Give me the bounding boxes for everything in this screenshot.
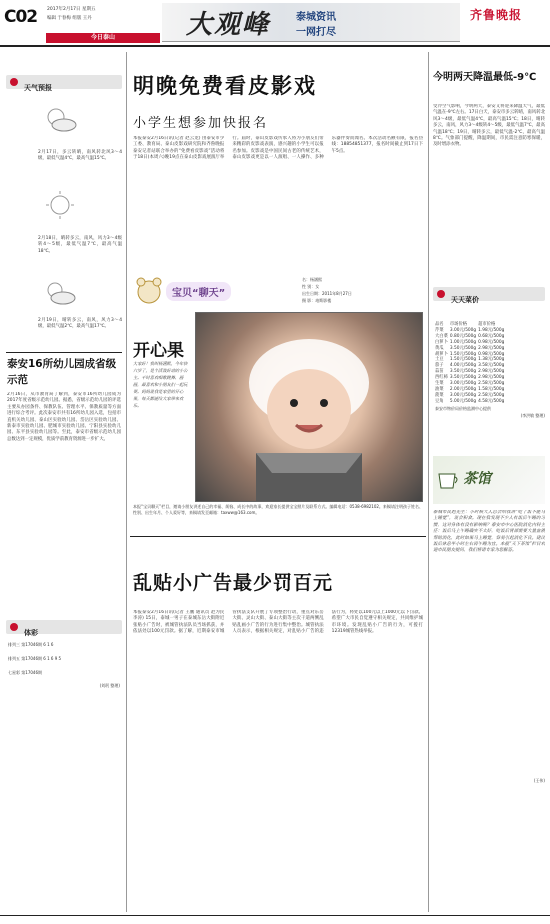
weather-section-head: 天气预报: [6, 75, 122, 89]
market-price-cell: 4.00元/500g: [449, 363, 477, 369]
page-code: C02: [4, 7, 38, 27]
sun-cloud-icon: [40, 105, 80, 135]
market-price-cell: 1.50元/500g: [449, 357, 477, 363]
lottery-line-1: 排列三 第17046期 6 1 6: [8, 642, 54, 647]
column-divider-right: [428, 52, 429, 912]
bear-icon: [134, 274, 164, 306]
tea-title: 茶馆: [463, 471, 491, 487]
vegetable-name-cell: 白萝卜: [435, 339, 448, 345]
banner-subtitle-2: 一网打尽: [296, 27, 336, 38]
col-header: 品名: [435, 322, 444, 327]
main-article-body: 本报泰安2月16日讯(记者 赵云龙) 由泰安市少工委、教育局、泰山皮影戏研究院和齐鲁晚报泰安记者站联合举办的“免费看皮影戏”活动将于18日(本周六)晚19点在泰山皮影戏展演厅举行。届时，泰山皮影戏传承人将为小朋友们带来精彩的皮影戏表演，感兴趣的小学生可以报名参加。皮影戏是中国民间古老的传统艺术，泰山皮影戏更是以一人演唱、一人操作、多种乐器伴奏而闻名。本次活动名额有限，报名热线：18854851377，报名时间截止到17日下午5点。: [133, 136, 423, 161]
baby-headline: 开心果: [133, 341, 184, 361]
weather-day-1: 2月17日，多云转晴，南风转北风3～4级，最低气温4℃，最高气温15℃。: [38, 150, 122, 162]
market-price-cell: 3.00元/500g: [449, 381, 477, 387]
supermarket-price-cell: 4.58元/500g: [478, 398, 505, 404]
baby-caption: 本报“宝贝聊天”栏目，邀请小朋友讲述自己的幸福、烦恼、成长中的故事，欢迎家长提供宝宝照片及联系方式。编辑电话：0538-6982102。来稿请注明孩子姓名、性别、出生年月、个人爱好等，来稿请发至邮箱：taxww@163.com。: [133, 504, 423, 515]
tea-banner: [433, 456, 545, 504]
column-tag: 今日泰山: [46, 33, 160, 43]
vegetable-name-cell: 大白菜: [435, 333, 448, 339]
table-row: [435, 334, 506, 340]
baby-name: 名：杨涵熙: [302, 277, 322, 282]
vegetable-price-table: [435, 322, 506, 405]
baby-photographer: 摄 影：珀斯影楼: [302, 298, 332, 303]
lottery-editor: (刘珉 整理): [99, 683, 120, 689]
weather-day-2: 2月18日，晴转多云，南风，风力3～4级转4～5级，最低气温7℃，最高气温18℃。: [38, 236, 122, 254]
cloud-icon: [40, 278, 80, 308]
vegetable-section-head: 天天菜价: [433, 287, 545, 301]
supermarket-price-cell: 2.98元/500g: [478, 345, 505, 351]
kindergarten-title: 泰安16所幼儿园成省级示范: [7, 358, 117, 386]
column-divider-left: [126, 52, 127, 912]
lottery-section-head: 体彩: [6, 620, 122, 634]
vegetable-name-cell: 生菜: [435, 381, 444, 387]
market-price-cell: 1.00元/500g: [449, 339, 477, 345]
vegetable-source: 泰安市物价局价格监测中心提供: [435, 406, 491, 411]
table-row: [435, 340, 506, 346]
supermarket-price-cell: 2.58元/500g: [478, 392, 505, 398]
baby-intro: 大家好！我叫杨涵熙，今年快六岁了，是个活泼好动的小公主。平时喜欢唱歌跳舞、画画，最喜欢和小朋友们一起玩耍。妈妈说我是家里的开心果，每天都能给大家带来欢乐。: [133, 361, 188, 408]
lottery-line-3: 七星彩 第17046期: [8, 669, 42, 675]
vegetable-name-cell: 芹菜: [435, 327, 444, 333]
vegetable-name-cell: 土豆: [435, 357, 444, 363]
temperature-title: 今明两天降温最低-9℃: [433, 72, 537, 83]
header-meta: [47, 5, 95, 23]
lottery-line-2: 排列五 第17046期 6 1 6 9 5: [8, 655, 62, 661]
vegetable-name-cell: 胡萝卜: [435, 351, 448, 357]
banner-subtitle-1: 泰城资讯: [296, 12, 336, 23]
supermarket-price-cell: 3.58元/500g: [478, 363, 505, 369]
col-header: 市场价格: [449, 322, 468, 327]
footer-rule: [0, 915, 550, 916]
supermarket-price-cell: 2.98元/500g: [478, 375, 505, 381]
sun-icon: [40, 190, 80, 220]
vegetable-name-cell: 蒜苗: [435, 369, 444, 375]
market-price-cell: 2.00元/500g: [449, 386, 477, 392]
supermarket-price-cell: 1.98元/500g: [478, 327, 505, 333]
vegetable-name-cell: 黄瓜: [435, 345, 444, 351]
kindergarten-body: 2月16日，从市教育局了解到，泰安市16所幼儿园成为2017年度省级示范幼儿园。据悉，省级示范幼儿园的评选主要从办园条件、保教队伍、管理水平、保教质量等方面进行综合考评。此次泰安市共有16所幼儿园入选，包括市直机关幼儿园、泰山区实验幼儿园、岱岳区实验幼儿园、新泰市实验幼儿园、肥城市实验幼儿园、宁阳县实验幼儿园、东平县实验幼儿园等。至此，泰安市省级示范幼儿园总数达到一定规模，优质学前教育资源进一步扩大。: [7, 392, 121, 442]
editor-line: 编辑 于春梅 组版 王丹: [47, 16, 92, 21]
main-article-subtitle: 小学生想参加快报名: [133, 116, 269, 131]
tea-editor: (王伟): [533, 778, 545, 783]
weather-day-3: 2月19日，晴转多云，南风，风力3～4级，最低气温2℃，最高气温17℃。: [38, 318, 122, 330]
table-row: [435, 399, 506, 405]
tea-cup-icon: [437, 466, 459, 492]
supermarket-price-cell: 2.98元/500g: [478, 369, 505, 375]
supermarket-price-cell: 0.68元/500g: [478, 333, 505, 339]
baby-gender: 性 别：女: [302, 284, 320, 289]
market-price-cell: 1.50元/500g: [449, 351, 477, 357]
market-price-cell: 0.80元/500g: [449, 333, 477, 339]
vegetable-name-cell: 西红柿: [435, 375, 448, 381]
market-price-cell: 3.50元/500g: [449, 345, 477, 351]
supermarket-price-cell: 2.58元/500g: [478, 381, 505, 387]
banner-title: 大观峰: [186, 10, 271, 40]
date-line: 2017年2月17日 星期五: [47, 7, 96, 12]
baby-chat-label: 宝贝“聊天”: [166, 282, 231, 301]
vegetable-name-cell: 茄子: [435, 363, 444, 369]
tea-body: 泰城市民赵先生：小时候大人总会给我讲“吃了饭不能马上睡觉”，说会积食。现在我发现不少人有饭后午睡的习惯，这对身体有没有影响呢？泰安市中心医院消化内科主任：饭后马上午睡确实不太好，吃饭后胃部需要大量血液帮助消化，此时如果马上睡觉，容易引起消化不良。建议饭后休息半小时左右再午睡为宜。本报“天下茶馆”栏目欢迎市民朋友提问，我们将请专家为您解答。: [433, 510, 545, 554]
supermarket-price-cell: 1.58元/500g: [478, 386, 505, 392]
supermarket-price-cell: 0.98元/500g: [478, 351, 505, 357]
ads-article-body: 本报泰安2月16日讯(记者 王鹏 通讯员 赵为民 李涛) 15日，泰城一男子在泰城东岳大街附近张贴小广告时，被城管执法队员当场抓获，并依法处以100元罚款。据了解，近期泰安市城管执法支队开展了专项整治行动，重点对东岳大街、灵山大街、泰山大街等主次干道两侧乱贴乱画小广告的行为进行集中整治。城管执法人员表示，根据相关规定，对乱贴小广告的违法行为，将处以100元以上1000元以下罚款。希望广大市民自觉遵守相关规定，共同维护城市环境。发现乱贴小广告的行为，可拨打12319城管热线举报。: [133, 610, 423, 635]
ads-article-title: 乱贴小广告最少罚百元: [133, 572, 334, 594]
header-rule: [0, 45, 550, 47]
market-price-cell: 3.00元/500g: [449, 392, 477, 398]
weather-dot-icon: [10, 78, 18, 86]
market-price-cell: 3.50元/500g: [449, 369, 477, 375]
divider: [130, 536, 426, 537]
lottery-results: [8, 642, 120, 689]
vegetable-name-cell: 豆角: [435, 398, 444, 404]
supermarket-price-cell: 0.98元/500g: [478, 339, 505, 345]
vegetable-dot-icon: [437, 290, 445, 298]
temperature-body: 受冷空气影响，今明两天，泰安又将迎来降温天气，最低气温在-9℃左右。17日白天，泰安市多云转晴，南风转北风3～4级，最低气温4℃，最高气温15℃；18日，晴转多云，南风，风力3～4级转4～5级，最低气温7℃，最高气温18℃；19日，晴转多云，最低气温-2℃，最高气温8℃。气象部门提醒，降温期间，市民需注意防寒保暖，及时增添衣物。: [433, 104, 545, 148]
baby-photo-drawing: [196, 313, 422, 501]
supermarket-price-cell: 1.38元/500g: [478, 357, 505, 363]
vegetable-name-cell: 菠菜: [435, 392, 444, 398]
baby-photo: [195, 312, 423, 502]
col-header: 超市价格: [478, 322, 496, 327]
market-price-cell: 3.50元/500g: [449, 375, 477, 381]
baby-info: [302, 276, 412, 304]
market-price-cell: 3.00元/500g: [449, 327, 477, 333]
paper-logo: 齐鲁晚报: [470, 8, 523, 22]
market-price-cell: 5.00元/500g: [449, 398, 477, 404]
main-article-title: 明晚免费看皮影戏: [133, 74, 317, 98]
vegetable-table-body: [435, 328, 506, 405]
baby-birth: 出生日期：2011年8月27日: [302, 291, 352, 296]
divider: [6, 352, 122, 353]
lottery-dot-icon: [10, 623, 18, 631]
vegetable-editor: (李洪敏 整理): [520, 413, 545, 418]
vegetable-name-cell: 油菜: [435, 386, 444, 392]
